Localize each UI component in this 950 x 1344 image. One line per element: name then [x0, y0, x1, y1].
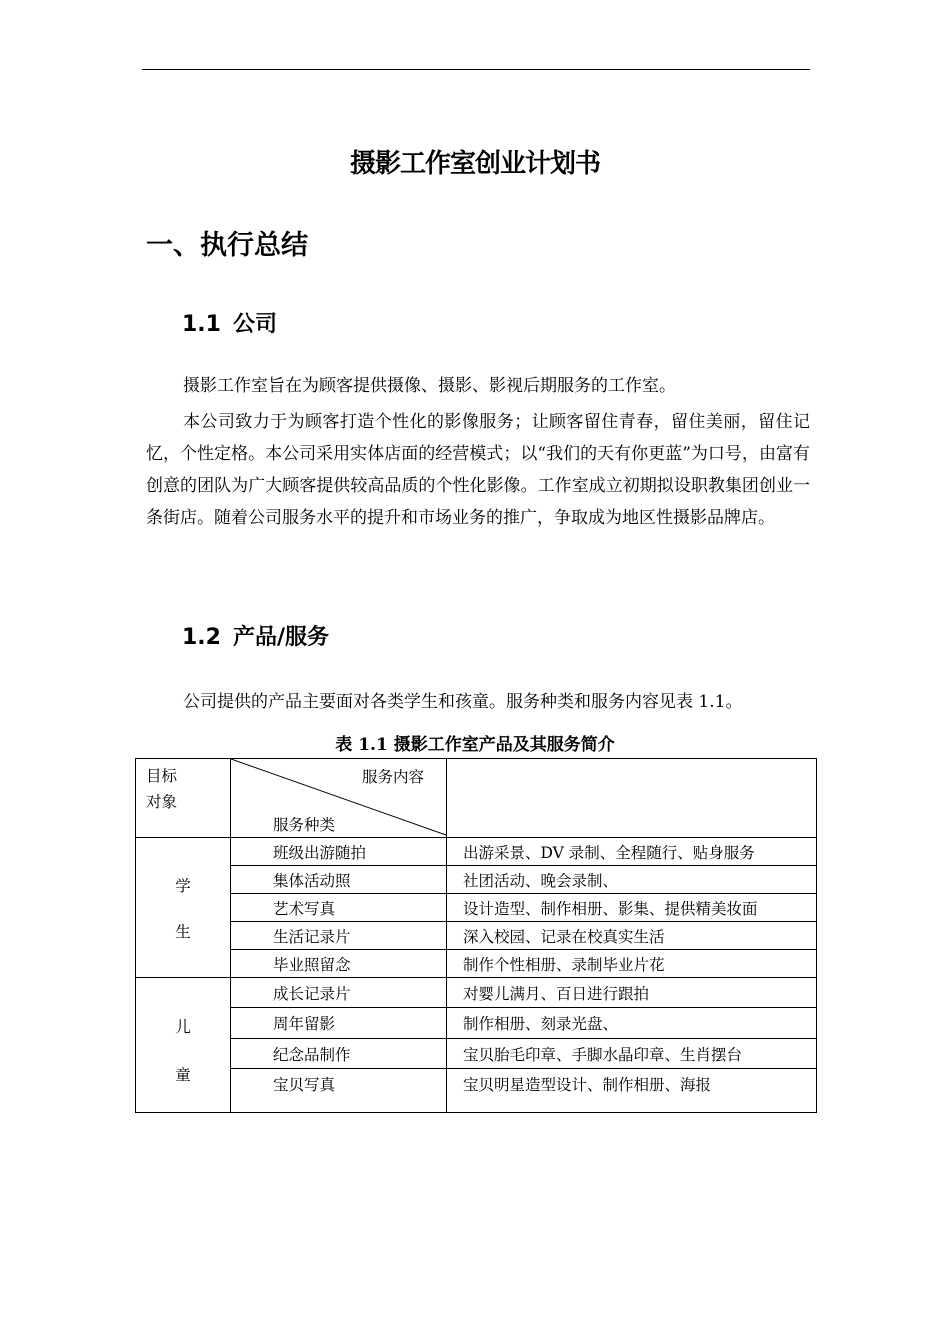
subsection-heading-1-1 — [182, 307, 277, 338]
header-goal-line2: 对象 — [146, 793, 178, 811]
service-type: 艺术写真 — [273, 899, 336, 918]
service-type-cell — [231, 978, 447, 1008]
group-char: 儿 — [175, 1018, 191, 1036]
service-type: 成长记录片 — [273, 984, 351, 1003]
service-desc-cell — [447, 978, 817, 1008]
group-char: 学 — [175, 876, 191, 895]
table-row — [136, 866, 817, 894]
table-row — [136, 922, 817, 950]
service-type-cell — [231, 1069, 447, 1113]
service-desc-cell — [447, 1008, 817, 1038]
service-type-cell — [231, 922, 447, 950]
table-row — [136, 1069, 817, 1113]
service-type-cell — [231, 950, 447, 978]
service-desc: 深入校园、记录在校真实生活 — [463, 927, 665, 946]
document-title: 摄影工作室创业计划书 — [349, 149, 600, 179]
table-header-row — [136, 759, 817, 838]
service-desc: 制作相册、刻录光盘、 — [463, 1015, 619, 1034]
service-desc: 社团活动、晚会录制、 — [463, 871, 619, 890]
paragraph: 公司提供的产品主要面对各类学生和孩童。服务种类和服务内容见表 1.1。 — [183, 692, 743, 712]
header-rule — [142, 69, 810, 70]
service-desc-cell — [447, 1038, 817, 1068]
header-type-label: 服务种类 — [273, 816, 336, 834]
service-desc: 宝贝胎毛印章、手脚水晶印章、生肖摆台 — [463, 1045, 743, 1064]
service-desc: 对婴儿满月、百日进行跟拍 — [463, 984, 650, 1003]
service-type-cell — [231, 866, 447, 894]
header-goal-cell — [136, 759, 231, 838]
service-type-cell — [231, 1008, 447, 1038]
service-type: 宝贝写真 — [273, 1076, 336, 1095]
paragraph: 摄影工作室旨在为顾客提供摄像、摄影、影视后期服务的工作室。 — [183, 376, 676, 396]
service-desc-cell — [447, 922, 817, 950]
service-type-cell — [231, 1038, 447, 1068]
service-type-cell — [231, 894, 447, 922]
table-row — [136, 1008, 817, 1038]
table-row — [136, 1038, 817, 1068]
paragraph: 本公司致力于为顾客打造个性化的影像服务；让顾客留住青春，留住美丽，留住记忆，个性定格。本公司采用实体店面的经营模式；以“我们的天有你更蓝”为口号，由富有创意的团队为广大顾客提供较高品质的个性化影像。工作室成立初期拟设职教集团创业一条街店。随着公司服务水平的提升和市场业务的推广，争取成为地区性摄影品牌店。 — [146, 412, 810, 528]
service-type: 周年留影 — [273, 1015, 336, 1034]
service-type: 班级出游随拍 — [273, 843, 367, 862]
section-heading-1: 一、执行总结 — [146, 230, 308, 261]
table-caption: 表 1.1 摄影工作室产品及其服务简介 — [335, 735, 615, 755]
table-row — [136, 978, 817, 1008]
service-desc-cell — [447, 1069, 817, 1113]
subsection-title: 公司 — [232, 312, 277, 337]
group-char: 生 — [175, 922, 191, 941]
group-cell-student — [136, 838, 231, 978]
service-desc: 制作个性相册、录制毕业片花 — [463, 955, 665, 974]
header-diagonal-cell — [231, 759, 447, 838]
table-row — [136, 950, 817, 978]
subsection-number: 1.1 — [182, 312, 221, 337]
table-row — [136, 838, 817, 866]
service-type: 集体活动照 — [273, 871, 351, 890]
header-empty-cell — [447, 759, 817, 838]
subsection-title: 产品/服务 — [232, 625, 330, 650]
service-desc: 设计造型、制作相册、影集、提供精美妆面 — [463, 899, 758, 918]
service-desc-cell — [447, 866, 817, 894]
service-desc: 宝贝明星造型设计、制作相册、海报 — [463, 1076, 712, 1095]
service-type: 毕业照留念 — [273, 955, 351, 974]
service-desc: 出游采景、DV 录制、全程随行、贴身服务 — [463, 843, 755, 862]
header-content-label: 服务内容 — [361, 768, 424, 786]
subsection-heading-1-2 — [182, 620, 329, 651]
group-char: 童 — [175, 1066, 191, 1084]
service-desc-cell — [447, 838, 817, 866]
service-type: 纪念品制作 — [273, 1045, 351, 1064]
service-desc-cell — [447, 894, 817, 922]
group-cell-child — [136, 978, 231, 1113]
subsection-number: 1.2 — [182, 625, 221, 650]
service-desc-cell — [447, 950, 817, 978]
service-type-cell — [231, 838, 447, 866]
table-row — [136, 894, 817, 922]
header-goal-line1: 目标 — [146, 767, 178, 785]
service-type: 生活记录片 — [273, 927, 351, 946]
service-table — [135, 758, 817, 1113]
